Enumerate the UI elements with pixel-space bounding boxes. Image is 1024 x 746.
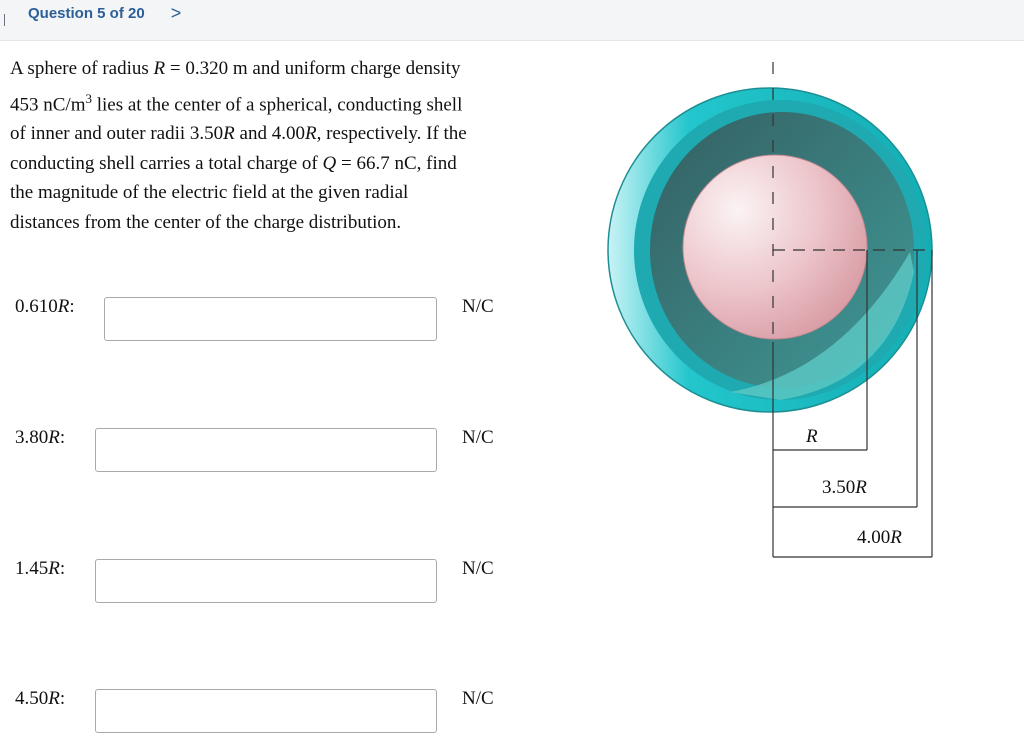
problem-text: , respectively. If the bbox=[316, 123, 467, 145]
label-var: R bbox=[48, 427, 60, 448]
problem-line bbox=[10, 84, 510, 120]
next-question-chevron-right-icon[interactable]: > bbox=[170, 3, 182, 23]
label-outer-coef: 4.00 bbox=[857, 527, 891, 548]
label-r-var: R bbox=[806, 426, 818, 447]
answer-input-1[interactable] bbox=[104, 297, 437, 341]
problem-text: of inner and outer radii 3.50 bbox=[10, 123, 224, 145]
question-nav-bar bbox=[0, 0, 1024, 41]
shell-figure bbox=[590, 52, 950, 572]
question-counter: Question 5 of 20 bbox=[28, 5, 145, 22]
charged-sphere bbox=[683, 155, 867, 339]
label-colon: : bbox=[59, 558, 66, 579]
problem-var: R bbox=[153, 58, 166, 79]
problem-text: and 4.00 bbox=[234, 123, 305, 145]
label-var: R bbox=[48, 558, 60, 579]
problem-exponent: 3 bbox=[85, 90, 92, 106]
problem-text: the magnitude of the electric field at the given radial bbox=[10, 182, 409, 204]
answer-input-3[interactable] bbox=[95, 559, 437, 603]
problem-text: 453 nC/m bbox=[10, 93, 86, 115]
problem-text: conducting shell carries a total charge of bbox=[10, 152, 323, 174]
answer-input-2[interactable] bbox=[95, 428, 437, 472]
problem-line bbox=[10, 208, 510, 238]
label-r bbox=[806, 426, 818, 448]
label-colon: : bbox=[59, 427, 66, 448]
problem-line bbox=[10, 54, 510, 84]
answer-unit-1: N/C bbox=[462, 296, 494, 317]
answer-label-1 bbox=[15, 296, 75, 318]
problem-statement bbox=[10, 54, 510, 237]
problem-text: lies at the center of a spherical, conducting shell bbox=[91, 93, 463, 115]
problem-text: distances from the center of the charge distribution. bbox=[10, 211, 402, 233]
problem-var: R bbox=[304, 123, 317, 145]
label-coef: 1.45 bbox=[15, 558, 49, 579]
label-inner-coef: 3.50 bbox=[822, 477, 856, 498]
label-outer-radius bbox=[857, 527, 902, 549]
problem-var: Q bbox=[322, 152, 337, 174]
label-var: R bbox=[48, 688, 60, 709]
problem-line bbox=[10, 178, 510, 208]
shell-diagram bbox=[590, 52, 950, 572]
answer-label-3 bbox=[15, 558, 65, 580]
problem-line bbox=[10, 149, 510, 179]
problem-text: A sphere of radius bbox=[10, 58, 154, 79]
answer-label-4 bbox=[15, 688, 65, 710]
label-coef: 3.80 bbox=[15, 427, 49, 448]
answer-unit-4: N/C bbox=[462, 688, 494, 709]
label-outer-var: R bbox=[890, 527, 902, 548]
answer-label-2 bbox=[15, 427, 65, 449]
label-colon: : bbox=[69, 296, 75, 317]
label-coef: 4.50 bbox=[15, 688, 49, 709]
answer-unit-3: N/C bbox=[462, 558, 494, 579]
label-coef: 0.610 bbox=[15, 296, 58, 317]
problem-text: = 0.320 m and uniform charge density bbox=[165, 58, 461, 79]
nav-edge-marker bbox=[0, 14, 5, 26]
label-inner-radius bbox=[822, 477, 867, 499]
problem-text: = 66.7 nC, find bbox=[336, 152, 457, 174]
problem-line bbox=[10, 119, 510, 149]
answer-input-4[interactable] bbox=[95, 689, 437, 733]
label-inner-var: R bbox=[855, 477, 867, 498]
label-var: R bbox=[57, 296, 70, 317]
label-colon: : bbox=[59, 688, 66, 709]
problem-var: R bbox=[223, 123, 235, 145]
answer-unit-2: N/C bbox=[462, 427, 494, 448]
